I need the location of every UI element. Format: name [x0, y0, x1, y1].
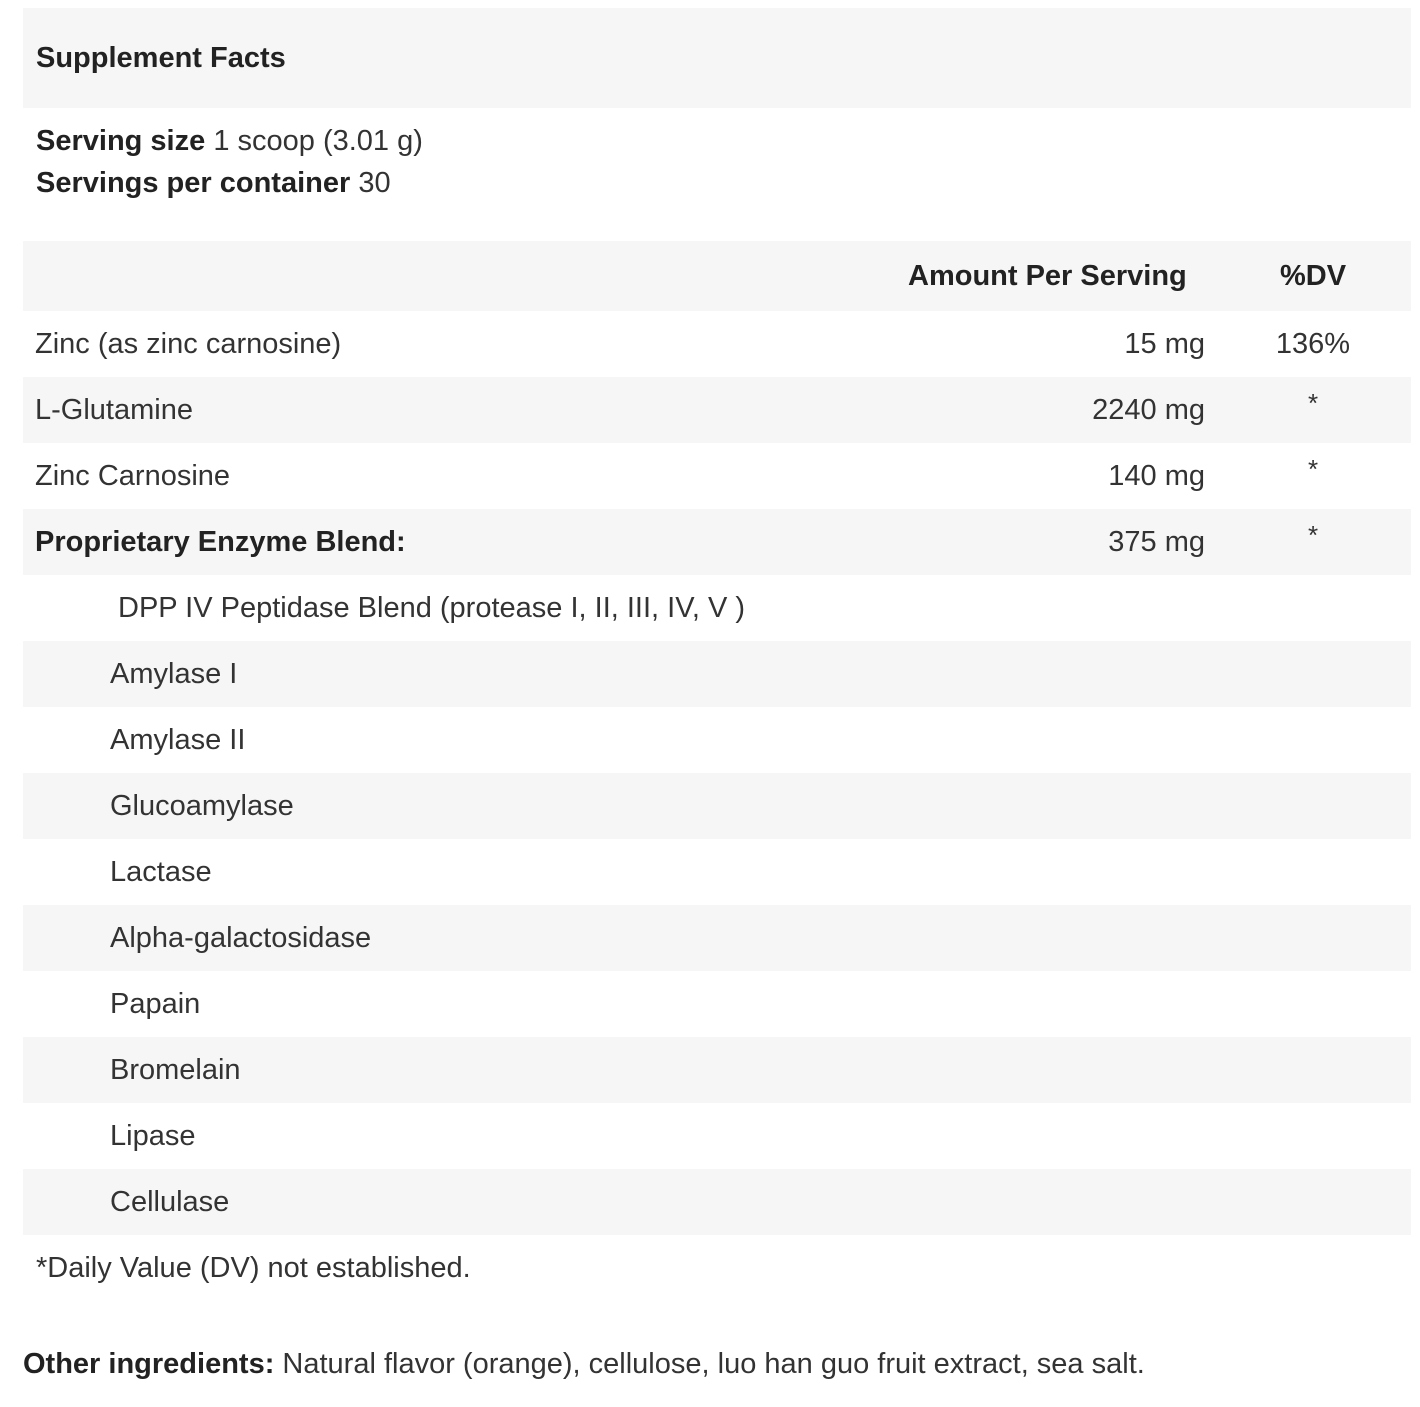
- table-row: [23, 905, 1411, 971]
- page-title: Supplement Facts: [36, 42, 286, 74]
- ingredient-name: Zinc Carnosine: [35, 460, 231, 492]
- ingredient-dv: 136%: [1275, 328, 1351, 360]
- ingredient-name: Glucoamylase: [110, 790, 294, 822]
- table-row: [23, 773, 1411, 839]
- table-row: [23, 1037, 1411, 1103]
- table-row: [23, 707, 1411, 773]
- table-row: [23, 1169, 1411, 1235]
- table-row: [23, 443, 1411, 509]
- table-header-band: [23, 241, 1411, 311]
- column-header-dv: %DV: [1280, 260, 1347, 292]
- table-row: [23, 971, 1411, 1037]
- other-ingredients-value: Natural flavor (orange), cellulose, luo han guo fruit extract, sea salt.: [282, 1348, 1145, 1380]
- serving-size-value: 1 scoop (3.01 g): [213, 125, 423, 157]
- ingredient-name: Bromelain: [110, 1054, 241, 1086]
- table-row: [23, 575, 1411, 641]
- other-ingredients: [23, 1346, 1145, 1382]
- ingredient-name: Papain: [110, 988, 201, 1020]
- ingredient-name: DPP IV Peptidase Blend (protease I, II, III, IV, V ): [118, 592, 746, 624]
- ingredient-amount: 140 mg: [1108, 460, 1205, 492]
- ingredient-name: Amylase I: [110, 658, 238, 690]
- ingredient-name: Lactase: [110, 856, 212, 888]
- ingredient-amount: 15 mg: [1124, 328, 1205, 360]
- dv-footnote: *Daily Value (DV) not established.: [36, 1252, 471, 1284]
- ingredient-name: Cellulase: [110, 1186, 230, 1218]
- servings-per-container-value: 30: [358, 167, 391, 199]
- table-row: [23, 377, 1411, 443]
- table-row: [23, 641, 1411, 707]
- table-row: [23, 509, 1411, 575]
- column-header-amount: Amount Per Serving: [908, 260, 1187, 292]
- ingredient-dv: *: [1307, 388, 1319, 418]
- servings-per-container: [36, 165, 391, 201]
- table-row: [23, 839, 1411, 905]
- ingredient-amount: 375 mg: [1108, 526, 1205, 558]
- table-row: [23, 311, 1411, 377]
- ingredient-dv: *: [1307, 454, 1319, 484]
- serving-size: [36, 123, 423, 159]
- ingredient-name: Proprietary Enzyme Blend:: [35, 526, 406, 558]
- ingredient-name: Lipase: [110, 1120, 196, 1152]
- ingredient-name: Alpha-galactosidase: [110, 922, 372, 954]
- ingredient-amount: 2240 mg: [1092, 394, 1205, 426]
- other-ingredients-label: Other ingredients:: [23, 1348, 275, 1380]
- table-row: [23, 1103, 1411, 1169]
- servings-per-container-label: Servings per container: [36, 167, 351, 199]
- ingredient-name: L-Glutamine: [35, 394, 193, 426]
- ingredient-name: Amylase II: [110, 724, 246, 756]
- ingredient-dv: *: [1307, 520, 1319, 550]
- ingredient-name: Zinc (as zinc carnosine): [35, 328, 342, 360]
- serving-size-label: Serving size: [36, 125, 206, 157]
